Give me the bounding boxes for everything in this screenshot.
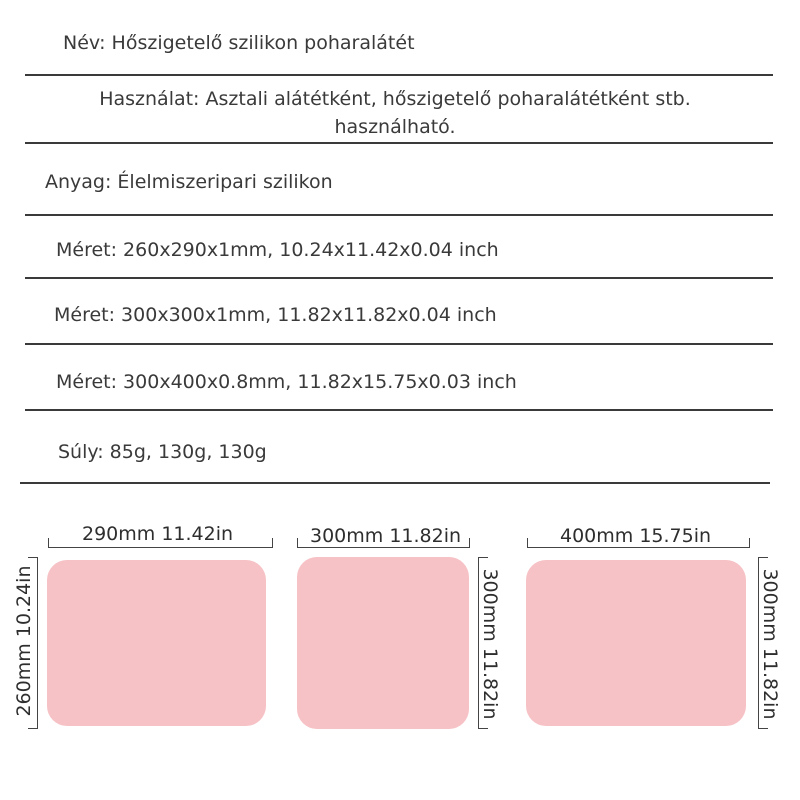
mat-2-height-label: 300mm 11.82in bbox=[479, 568, 501, 720]
spec-size-2: Méret: 300x300x1mm, 11.82x11.82x0.04 inch bbox=[54, 304, 497, 326]
divider bbox=[25, 214, 773, 216]
mat-3-width-bracket bbox=[527, 538, 750, 548]
spec-material: Anyag: Élelmiszeripari szilikon bbox=[45, 171, 333, 193]
mat-2-width-bracket bbox=[297, 538, 470, 548]
divider bbox=[25, 343, 773, 345]
divider bbox=[20, 482, 770, 484]
mat-3-height-label: 300mm 11.82in bbox=[759, 568, 781, 720]
divider bbox=[25, 74, 773, 76]
mat-1 bbox=[47, 560, 266, 726]
mat-1-width-bracket bbox=[48, 538, 273, 548]
mat-3 bbox=[526, 560, 746, 726]
mat-2 bbox=[297, 557, 469, 729]
spec-size-3: Méret: 300x400x0.8mm, 11.82x15.75x0.03 inch bbox=[56, 371, 517, 393]
spec-size-1: Méret: 260x290x1mm, 10.24x11.42x0.04 inch bbox=[56, 239, 499, 261]
mat-3-width-label: 400mm 15.75in bbox=[560, 525, 712, 547]
mat-1-width-label: 290mm 11.42in bbox=[82, 523, 234, 545]
divider bbox=[25, 409, 773, 411]
mat-1-height-label: 260mm 10.24in bbox=[13, 565, 35, 717]
divider bbox=[25, 277, 773, 279]
spec-usage: Használat: Asztali alátétként, hőszigetelő poharalátétként stb. használható. bbox=[99, 88, 691, 138]
spec-weight: Súly: 85g, 130g, 130g bbox=[58, 441, 267, 463]
divider bbox=[25, 142, 773, 144]
mat-2-width-label: 300mm 11.82in bbox=[310, 525, 462, 547]
spec-name: Név: Hőszigetelő szilikon poharalátét bbox=[63, 32, 415, 54]
